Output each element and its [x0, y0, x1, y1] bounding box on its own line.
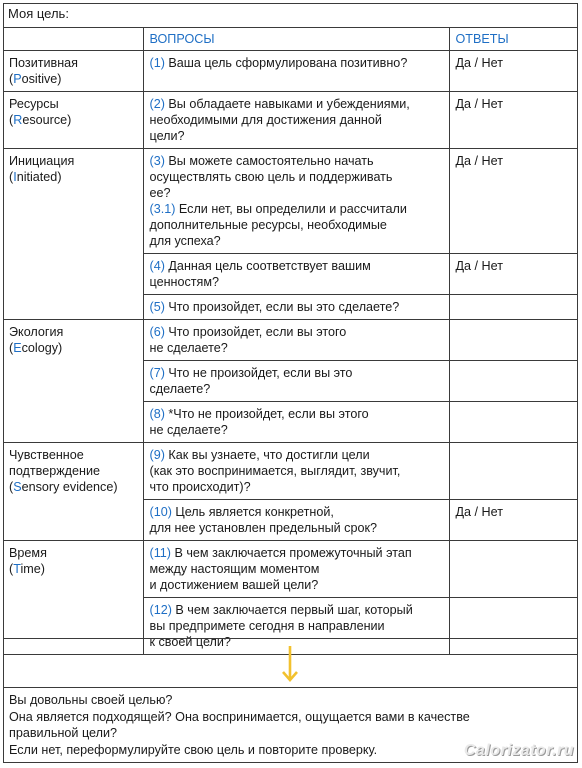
answer-cell[interactable]: [449, 402, 578, 443]
table-row: [3, 149, 578, 254]
question-cell: (1) Ваша цель сформулирована позитивно?: [143, 51, 449, 92]
table-row: [3, 541, 578, 598]
criterion-ecology: Экология (Ecology): [3, 320, 143, 443]
table-header-row: [3, 28, 578, 51]
question-cell: (3) Вы можете самостоятельно начать осуществлять свою цель и поддерживать ее? (3.1) Если нет, вы определили и рассчитали дополнительные ресурсы, необходимые для успеха?: [143, 149, 449, 254]
table-row: [3, 51, 578, 92]
answer-cell[interactable]: [449, 361, 578, 402]
answer-cell[interactable]: Да / Нет: [449, 500, 578, 541]
questions-table: [3, 27, 578, 655]
question-cell: (9) Как вы узнаете, что достигли цели (как это воспринимается, выглядит, звучит, что происходит)?: [143, 443, 449, 500]
answer-cell[interactable]: Да / Нет: [449, 51, 578, 92]
answer-cell[interactable]: [449, 541, 578, 598]
header-questions: ВОПРОСЫ: [143, 28, 449, 51]
question-cell: (6) Что произойдет, если вы этого не сделаете?: [143, 320, 449, 361]
table-row: [3, 443, 578, 500]
question-cell: (5) Что произойдет, если вы это сделаете?: [143, 295, 449, 320]
arrow-down-icon: [281, 645, 299, 683]
answer-cell[interactable]: [449, 443, 578, 500]
answer-cell[interactable]: [449, 295, 578, 320]
question-cell: (4) Данная цель соответствует вашим ценностям?: [143, 254, 449, 295]
criterion-positive: Позитивная (Positive): [3, 51, 143, 92]
criterion-time: Время (Time): [3, 541, 143, 655]
question-cell: (8) *Что не произойдет, если вы этого не сделаете?: [143, 402, 449, 443]
watermark: Calorizator.ru: [463, 742, 574, 759]
header-answers: ОТВЕТЫ: [449, 28, 578, 51]
criterion-sensory-evidence: Чувственное подтверждение (Sensory evidence): [3, 443, 143, 541]
question-cell: (12) В чем заключается первый шаг, который вы предпримете сегодня в направлении к своей цели?: [143, 598, 449, 655]
answer-cell[interactable]: [449, 320, 578, 361]
question-cell: (7) Что не произойдет, если вы это сделаете?: [143, 361, 449, 402]
table-row: [3, 320, 578, 361]
page-title: Моя цель:: [8, 6, 69, 21]
answer-cell[interactable]: Да / Нет: [449, 149, 578, 254]
question-cell: (10) Цель является конкретной, для нее установлен предельный срок?: [143, 500, 449, 541]
criterion-resource: Ресурсы (Resource): [3, 92, 143, 149]
arrow-divider: [3, 638, 578, 688]
table-row: [3, 92, 578, 149]
criterion-initiated: Инициация (Initiated): [3, 149, 143, 320]
question-cell: (2) Вы обладаете навыками и убеждениями, необходимыми для достижения данной цели?: [143, 92, 449, 149]
question-cell: (11) В чем заключается промежуточный этап между настоящим моментом и достижением вашей цели?: [143, 541, 449, 598]
closing-text: Вы довольны своей целью? Она является подходящей? Она воспринимается, ощущается вами в качестве правильной цели? Если нет, переформулируйте свою цель и повторите проверку.: [9, 693, 470, 757]
answer-cell[interactable]: Да / Нет: [449, 254, 578, 295]
answer-cell[interactable]: Да / Нет: [449, 92, 578, 149]
header-criterion: [3, 28, 143, 51]
